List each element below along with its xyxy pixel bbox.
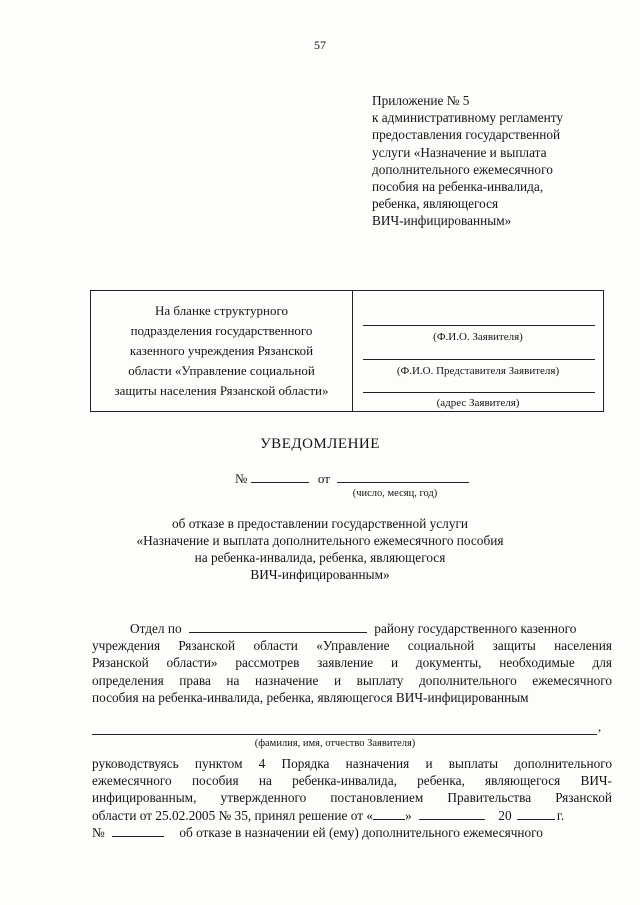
recipient-cell — [353, 291, 603, 411]
decision-number-label: № — [92, 824, 105, 840]
from-label: от — [317, 471, 330, 486]
body-line: ежемесячного пособия на ребенка-инвалида, ребенка, являющегося ВИЧ- — [92, 773, 612, 789]
notice-title: УВЕДОМЛЕНИЕ — [260, 436, 380, 452]
decision-number-line — [92, 824, 612, 841]
appendix-line: предоставления государственной — [372, 127, 561, 143]
representative-name-line — [363, 359, 595, 360]
year-blank — [517, 807, 555, 820]
applicant-name-line — [363, 325, 595, 326]
notice-subject — [0, 515, 640, 583]
number-label: № — [235, 471, 248, 486]
applicant-fullname-caption: (фамилия, имя, отчество Заявителя) — [254, 738, 416, 749]
year-prefix: 20 — [498, 807, 512, 823]
body-line: учреждения Рязанской области «Управление социальной защиты населения — [92, 638, 612, 654]
letterhead-line: На бланке структурного — [155, 303, 288, 318]
month-blank — [419, 807, 485, 820]
decision-rest: об отказе в назначении ей (ему) дополнительного ежемесячного — [179, 824, 543, 840]
appendix-line: к административному регламенту — [372, 110, 563, 126]
body-paragraph-2 — [92, 755, 612, 841]
letterhead-line: защиты населения Рязанской области» — [114, 383, 329, 398]
applicant-comma: , — [598, 719, 602, 734]
appendix-line: пособия на ребенка-инвалида, — [372, 179, 544, 195]
district-blank — [189, 620, 367, 633]
page-number: 57 — [314, 38, 326, 52]
letterhead-cell — [91, 291, 353, 411]
applicant-fullname-blank — [92, 724, 597, 735]
dept-suffix: району государственного казенного — [374, 621, 577, 636]
body-paragraph-1 — [92, 620, 612, 706]
letterhead-line: области «Управление социальной — [128, 363, 315, 378]
quote-close: » — [404, 807, 412, 823]
subject-line: «Назначение и выплата дополнительного ежемесячного пособия — [136, 533, 504, 548]
appendix-line: ВИЧ-инфицированным» — [372, 213, 512, 229]
subject-line: ВИЧ-инфицированным» — [250, 567, 390, 582]
appendix-line: Приложение № 5 — [372, 93, 470, 108]
decision-prefix: области от 25.02.2005 № 35, принял решение от « — [92, 807, 373, 823]
letterhead-table — [90, 290, 604, 412]
dept-line — [92, 620, 612, 637]
body-line: определения права на назначение и выплату дополнительного ежемесячного — [92, 672, 612, 688]
decision-number-blank — [112, 824, 164, 837]
notice-number-row — [235, 470, 469, 487]
body-line: руководствуясь пунктом 4 Порядка назначения и выплаты дополнительного — [92, 756, 612, 771]
appendix-line: дополнительного ежемесячного — [372, 161, 553, 177]
dept-prefix: Отдел по — [130, 621, 182, 636]
appendix-header — [372, 92, 622, 230]
body-line: Рязанской области» рассмотрев заявление и документы, необходимые для — [92, 655, 612, 671]
body-line: инфицированным, утвержденного постановлением Правительства Рязанской — [92, 790, 612, 806]
applicant-name-caption: (Ф.И.О. Заявителя) — [433, 331, 523, 343]
year-suffix: г. — [556, 807, 565, 823]
body-line: пособия на ребенка-инвалида, ребенка, являющегося ВИЧ-инфицированным — [92, 689, 529, 705]
subject-line: об отказе в предоставлении государственной услуги — [171, 516, 469, 531]
appendix-line: ребенка, являющегося — [372, 196, 499, 212]
decision-date-line — [92, 807, 612, 824]
applicant-address-line — [363, 392, 595, 393]
letterhead-line: казенного учреждения Рязанской — [129, 343, 314, 358]
date-caption: (число, месяц, год) — [352, 488, 438, 499]
number-blank — [251, 470, 309, 483]
letterhead-line: подразделения государственного — [130, 323, 313, 338]
applicant-address-caption: (адрес Заявителя) — [436, 397, 520, 409]
subject-line: на ребенка-инвалида, ребенка, являющегося — [194, 550, 446, 565]
day-blank — [373, 807, 405, 820]
representative-name-caption: (Ф.И.О. Представителя Заявителя) — [396, 365, 560, 377]
appendix-line: услуги «Назначение и выплата — [372, 144, 547, 160]
date-blank — [337, 470, 469, 483]
